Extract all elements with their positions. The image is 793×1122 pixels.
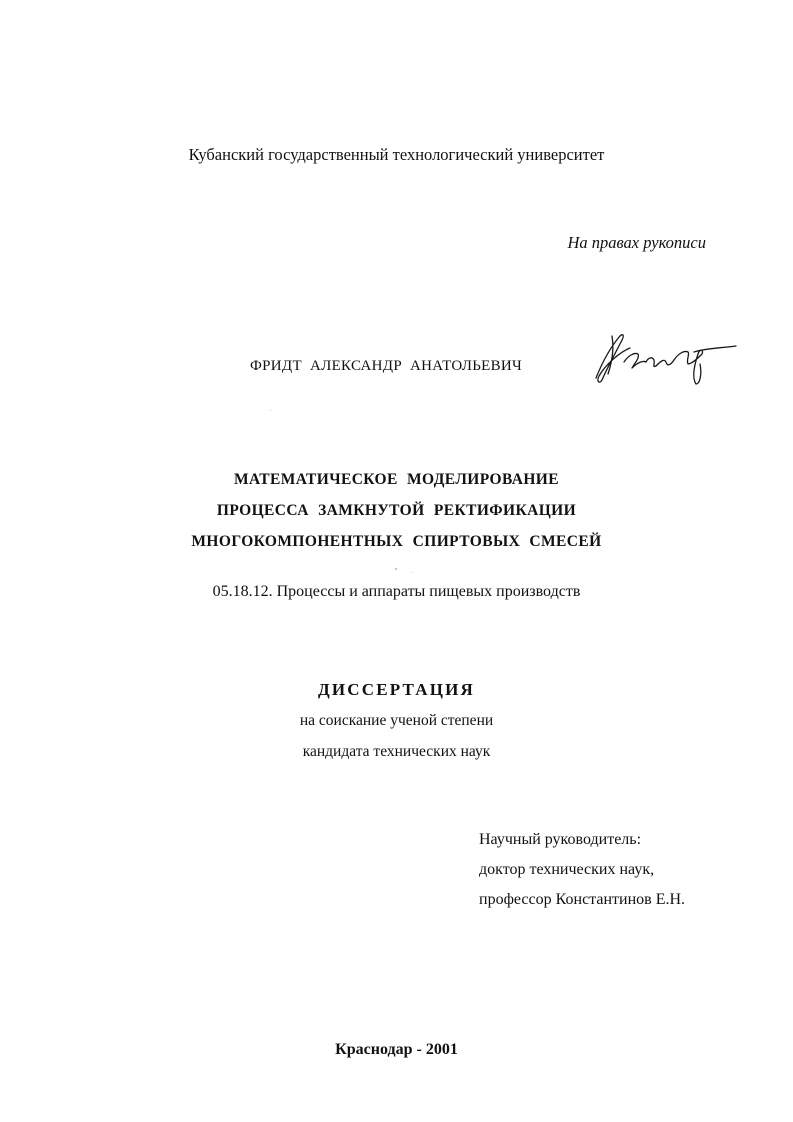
supervisor-degree: доктор технических наук, [479, 861, 655, 878]
university-name: Кубанский государственный технологический университет [188, 145, 605, 164]
author-name: ФРИДТ АЛЕКСАНДР АНАТОЛЬЕВИЧ [250, 358, 523, 374]
title-line-3: МНОГОКОМПОНЕНТНЫХ СПИРТОВЫХ СМЕСЕЙ [191, 533, 602, 550]
supervisor-name: профессор Константинов Е.Н. [479, 891, 686, 908]
scan-speck [395, 568, 397, 570]
manuscript-rights-note: На правах рукописи [567, 233, 706, 252]
scan-speck [412, 572, 413, 573]
dissertation-label: ДИССЕРТАЦИЯ [317, 680, 476, 699]
title-line-2: ПРОЦЕССА ЗАМКНУТОЙ РЕКТИФИКАЦИИ [216, 502, 577, 519]
city-year: Краснодар - 2001 [335, 1041, 458, 1058]
specialty-code: 05.18.12. Процессы и аппараты пищевых производств [212, 583, 581, 600]
supervisor-heading: Научный руководитель: [479, 831, 642, 848]
title-line-1: МАТЕМАТИЧЕСКОЕ МОДЕЛИРОВАНИЕ [234, 471, 559, 488]
degree-line-1: на соискание ученой степени [299, 712, 494, 729]
scan-speck [270, 410, 271, 411]
author-signature [590, 328, 738, 388]
degree-line-2: кандидата технических наук [302, 743, 491, 760]
